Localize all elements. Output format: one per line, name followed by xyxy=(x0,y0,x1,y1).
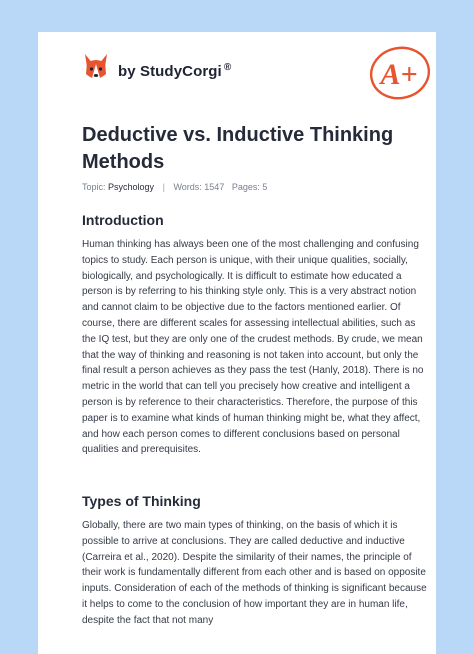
page-header xyxy=(38,32,436,120)
brand-name[interactable] xyxy=(118,62,231,80)
page-title: Deductive vs. Inductive Thinking Methods xyxy=(82,124,394,173)
meta-separator: | xyxy=(162,182,165,192)
section-paragraph-introduction: Human thinking has always been one of the most challenging and confusing topics to study. Each person is unique, with their unique qualities, socially, biologically, and psychologically. It is difficult to estimate how educated a person is by referring to his thinking style only. This is a very abstract notion and cannot claim to be objective due to the factors mentioned earlier. Of course, there are different scales for assessing intellectual abilities, such as the IQ test, but they are only one of the crudest methods. By crude, we mean that the way of thinking and reasoning is not taken into account, but only the final result a person achieves as they pass the test (Hanly, 2018). There is no metric in the world that can tell you precisely how creative and intelligent a person is by reference to their characteristics. Therefore, the purpose of this paper is to examine what kinds of human thinking might be, what they affect, and how each person comes to different conclusions based on personal qualities and prerequisites. xyxy=(82,239,424,456)
document-page xyxy=(38,32,436,654)
document-meta xyxy=(82,182,267,192)
topic-link[interactable]: Psychology xyxy=(108,182,155,192)
grade-badge-text: A+ xyxy=(380,58,418,91)
grade-badge-icon xyxy=(366,42,434,102)
corgi-head-icon xyxy=(82,52,110,84)
section-paragraph-types-of-thinking: Globally, there are two main types of thinking, on the basis of which it is possible to arrive at conclusions. They are called deductive and inductive (Carreira et al., 2020). Despite the similarity of their names, the principle of their work is fundamentally different from each other and is based on opposite inputs. Consideration of each of the methods of thinking is significant because it helps to come to the conclusion of how important they are in human life, despite the fact that not many xyxy=(82,520,427,626)
registered-mark: ® xyxy=(223,62,232,73)
section-heading-types-of-thinking: Types of Thinking xyxy=(82,493,201,509)
section-heading-introduction: Introduction xyxy=(82,212,164,228)
pages-label: Pages: xyxy=(231,182,260,192)
pages-value: 5 xyxy=(262,182,268,192)
words-value: 1547 xyxy=(204,182,225,192)
words-label: Words: xyxy=(173,182,202,192)
topic-label: Topic: xyxy=(82,182,106,192)
brand-label: by StudyCorgi xyxy=(118,63,222,80)
